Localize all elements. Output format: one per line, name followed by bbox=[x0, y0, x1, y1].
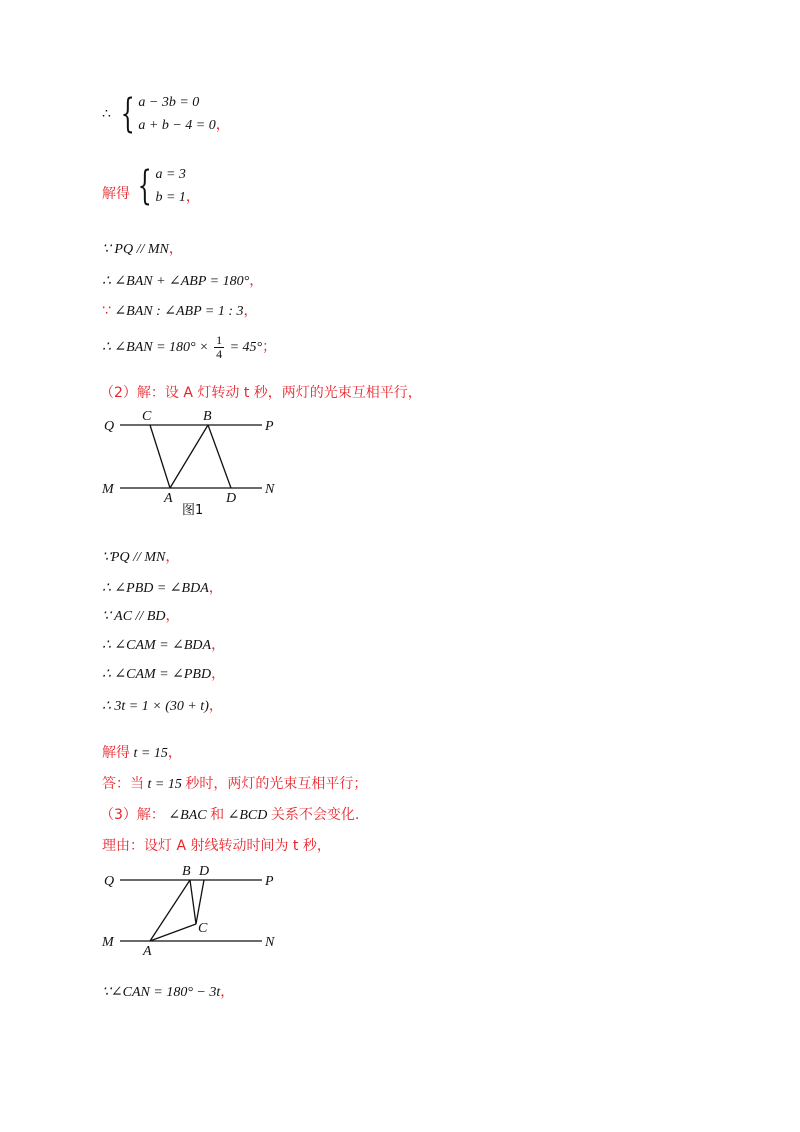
fraction-one-quarter: $\frac{1}{4}$ bbox=[216, 333, 223, 362]
line-cam-eq-bda: ∴ ∠CAM = ∠BDA， bbox=[102, 637, 226, 653]
solution-row-2: b = 1 bbox=[155, 189, 186, 205]
therefore-symbol: ∴ bbox=[102, 106, 111, 122]
segment-ab bbox=[170, 425, 208, 488]
system-solution bbox=[102, 163, 200, 209]
segment-dc bbox=[196, 880, 204, 924]
segment-ac bbox=[150, 924, 196, 941]
line-angle-sum: ∴ ∠BAN + ∠ABP = 180°， bbox=[102, 273, 264, 289]
label-m: M bbox=[102, 935, 114, 950]
system-equations-1 bbox=[102, 91, 230, 137]
comma: ， bbox=[185, 188, 200, 205]
figure-1 bbox=[98, 408, 298, 518]
figure-caption: 图1 bbox=[182, 503, 204, 518]
solution-row-1: a = 3 bbox=[155, 166, 186, 182]
line-angle-ratio: ∵ ∠BAN : ∠ABP = 1 : 3， bbox=[102, 303, 258, 319]
left-brace-icon: { bbox=[120, 91, 135, 137]
label-m: M bbox=[102, 482, 114, 497]
line-answer: 答：当 t = 15 秒时，两灯的光束互相平行； bbox=[102, 776, 368, 792]
segment-bd bbox=[208, 425, 231, 488]
label-b: B bbox=[182, 864, 191, 879]
line-solve-t: 解得 t = 15， bbox=[102, 745, 182, 761]
comma: ， bbox=[215, 116, 230, 133]
segment-bc bbox=[190, 880, 196, 924]
line-equation-t: ∴ 3t = 1 × (30 + t)， bbox=[102, 698, 223, 714]
line-cam-eq-pbd: ∴ ∠CAM = ∠PBD， bbox=[102, 666, 226, 682]
label-b: B bbox=[203, 409, 212, 424]
label-q: Q bbox=[104, 419, 115, 434]
line-pq-parallel-mn-2: ∵PQ // MN， bbox=[102, 549, 180, 565]
part-3-heading: （3）解： ∠BAC 和 ∠BCD 关系不会变化. bbox=[100, 807, 360, 823]
segment-ab bbox=[150, 880, 190, 941]
label-p: P bbox=[265, 419, 274, 434]
label-n: N bbox=[265, 482, 275, 497]
reason-line: 理由：设灯 A 射线转动时间为 t 秒， bbox=[102, 838, 331, 854]
line-ac-parallel-bd: ∵ AC // BD， bbox=[102, 608, 180, 624]
line-pbd-eq-bda: ∴ ∠PBD = ∠BDA， bbox=[102, 580, 223, 596]
solve-label: 解得 bbox=[102, 186, 130, 202]
label-d: D bbox=[199, 864, 210, 879]
label-a: A bbox=[164, 491, 173, 506]
label-c: C bbox=[142, 409, 152, 424]
left-brace-icon: { bbox=[137, 163, 152, 209]
line-can-value: ∵∠CAN = 180° − 3t， bbox=[102, 984, 235, 1000]
figure-2 bbox=[98, 860, 298, 960]
label-p: P bbox=[265, 874, 274, 889]
part-2-heading: （2）解：设 A 灯转动 t 秒，两灯的光束互相平行， bbox=[100, 385, 422, 401]
line-pq-parallel-mn: ∵ PQ // MN， bbox=[102, 241, 183, 257]
label-n: N bbox=[265, 935, 275, 950]
label-d: D bbox=[226, 491, 237, 506]
label-q: Q bbox=[104, 874, 115, 889]
segment-ca bbox=[150, 425, 170, 488]
line-angle-ban-value: ∴ ∠BAN = 180° × $\frac{1}{4}$ = 45°； bbox=[102, 333, 277, 362]
equation-row-1: a − 3b = 0 bbox=[138, 94, 200, 110]
equation-row-2: a + b − 4 = 0 bbox=[138, 117, 216, 133]
label-a: A bbox=[143, 944, 152, 959]
label-c: C bbox=[198, 921, 208, 936]
